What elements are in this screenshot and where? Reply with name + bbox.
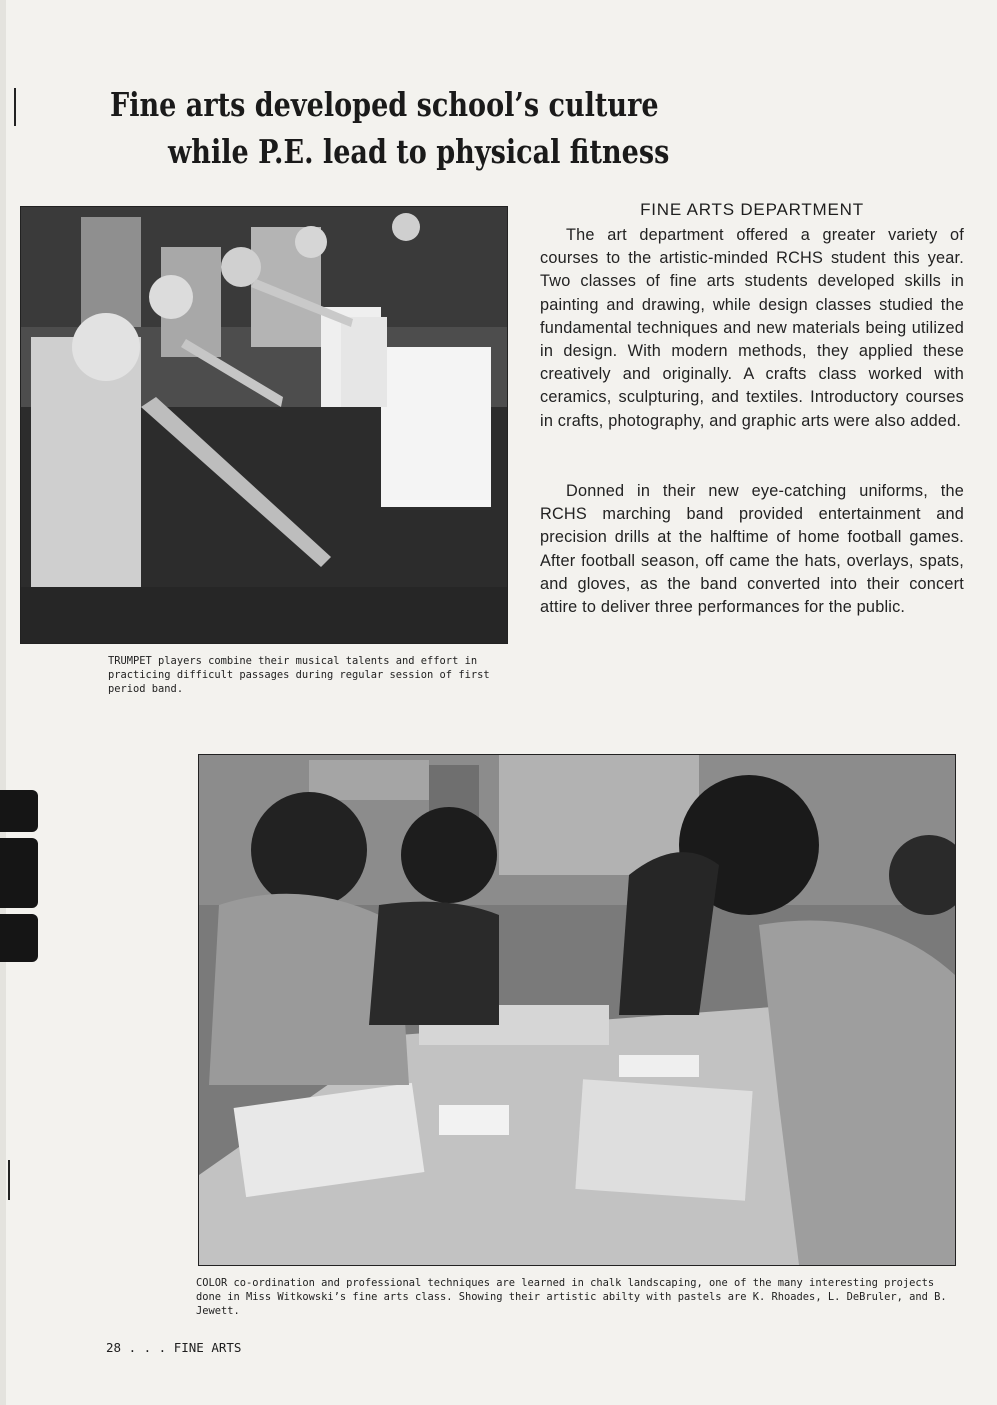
- body-paragraph-1: The art department offered a greater variety of courses to the artistic-minded RCHS student this year. Two classes of fine arts students developed skills in painting and drawing, while design classes studied the fundamental techniques and new materials being utilized in design. With modern methods, they applied these creatively and originally. A crafts class worked with ceramics, sculpturing, and textiles. Introductory courses in crafts, photography, and graphic arts were also added.: [540, 226, 964, 430]
- band-photo-image: [21, 207, 507, 643]
- headline-line-2: while P.E. lead to physical fitness: [168, 132, 670, 171]
- headline-line-1: Fine arts developed school’s culture: [110, 85, 659, 124]
- band-photo: [20, 206, 508, 644]
- page-edge: [0, 0, 6, 1405]
- binder-clip-top: [0, 790, 38, 832]
- body-paragraph-2: Donned in their new eye-catching uniforms, the RCHS marching band provided entertainment and precision drills at the halftime of home football games. After football season, off came the hats, overlays, spats, and gloves, as the band converted into their concert attire to deliver three performances for the public.: [540, 482, 964, 617]
- margin-rule-bottom: [8, 1160, 10, 1200]
- binder-clip-middle: [0, 838, 38, 908]
- binder-clip-bottom: [0, 914, 38, 962]
- art-class-photo-caption: COLOR co-ordination and professional techniques are learned in chalk landscaping, one of the many interesting projects done in Miss Witkowski’s fine arts class. Showing their artistic abilty with pastels are K. Rhoades, L. DeBruler, and B. Jewett.: [196, 1277, 947, 1317]
- page-folio: 28 . . . FINE ARTS: [106, 1340, 242, 1355]
- art-class-photo: [198, 754, 956, 1266]
- section-title: FINE ARTS DEPARTMENT: [640, 200, 864, 219]
- art-class-photo-image: [199, 755, 955, 1265]
- band-photo-caption: TRUMPET players combine their musical talents and effort in practicing difficult passages during regular session of first period band.: [108, 655, 490, 695]
- margin-rule-top: [14, 88, 16, 126]
